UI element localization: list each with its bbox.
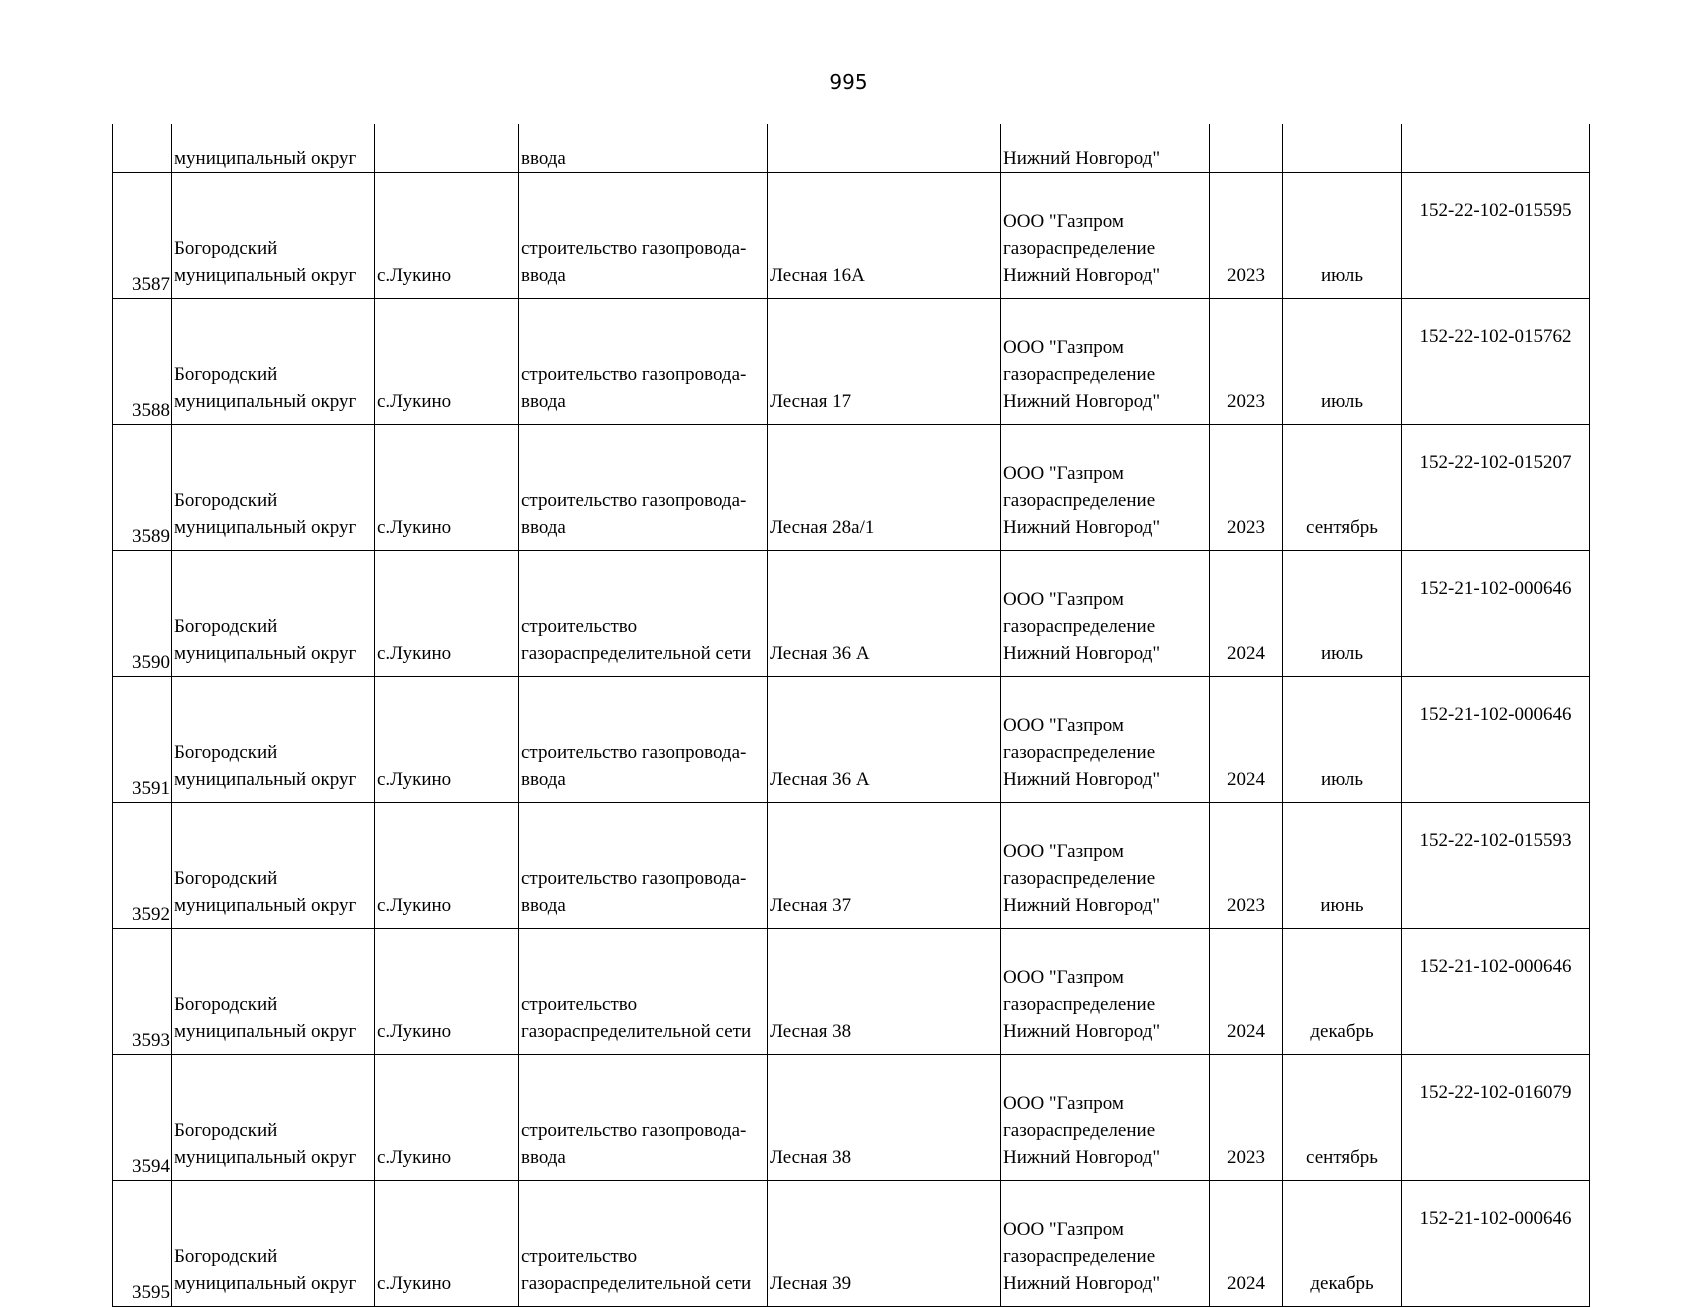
district-line: Богородский <box>174 868 278 889</box>
year-cell: 2024 <box>1210 929 1283 1055</box>
code-cell: 152-21-102-000646 <box>1402 677 1590 803</box>
company-cell <box>1001 551 1210 677</box>
month-cell: июль <box>1283 551 1402 677</box>
table-row <box>113 929 1590 1055</box>
work-type-line: строительство газопровода- <box>521 490 747 511</box>
address-cell <box>768 124 1001 173</box>
district-line: муниципальный округ <box>174 517 357 538</box>
work-type-line: строительство газопровода- <box>521 238 747 259</box>
continuation-row <box>113 124 1590 173</box>
work-type-cell <box>519 1055 768 1181</box>
company-line: газораспределение <box>1003 616 1156 637</box>
work-type-line: ввода <box>521 265 566 286</box>
row-number-cell: 3587 <box>113 173 172 299</box>
code-cell: 152-22-102-015593 <box>1402 803 1590 929</box>
district-line: Богородский <box>174 490 278 511</box>
company-line: газораспределение <box>1003 994 1156 1015</box>
address-cell: Лесная 36 А <box>768 677 1001 803</box>
company-line: Нижний Новгород" <box>1003 1147 1161 1168</box>
table-row <box>113 803 1590 929</box>
district-line: муниципальный округ <box>174 895 357 916</box>
company-line: газораспределение <box>1003 490 1156 511</box>
address-cell: Лесная 37 <box>768 803 1001 929</box>
work-type-cell <box>519 1181 768 1307</box>
code-cell <box>1402 124 1590 173</box>
year-cell: 2023 <box>1210 803 1283 929</box>
district-line: Богородский <box>174 994 278 1015</box>
work-type-line: ввода <box>521 391 566 412</box>
district-line: Богородский <box>174 616 278 637</box>
district-cell <box>172 551 375 677</box>
work-type-cell <box>519 425 768 551</box>
district-line: Богородский <box>174 238 278 259</box>
locality-cell: с.Лукино <box>375 425 519 551</box>
row-number-cell: 3589 <box>113 425 172 551</box>
company-line: газораспределение <box>1003 742 1156 763</box>
month-cell: июль <box>1283 173 1402 299</box>
locality-cell: с.Лукино <box>375 551 519 677</box>
address-cell: Лесная 28а/1 <box>768 425 1001 551</box>
work-type-line: строительство <box>521 616 638 637</box>
year-cell: 2023 <box>1210 1055 1283 1181</box>
code-cell: 152-22-102-015762 <box>1402 299 1590 425</box>
address-cell: Лесная 17 <box>768 299 1001 425</box>
company-line: Нижний Новгород" <box>1003 895 1161 916</box>
code-cell: 152-21-102-000646 <box>1402 929 1590 1055</box>
company-line: ООО "Газпром <box>1003 337 1124 358</box>
district-line: муниципальный округ <box>174 643 357 664</box>
company-line: газораспределение <box>1003 868 1156 889</box>
work-type-line: газораспределительной сети <box>521 1273 752 1294</box>
locality-cell: с.Лукино <box>375 173 519 299</box>
company-cell <box>1001 677 1210 803</box>
year-cell: 2023 <box>1210 425 1283 551</box>
row-number-cell: 3593 <box>113 929 172 1055</box>
table-row <box>113 677 1590 803</box>
work-type-line: строительство <box>521 994 638 1015</box>
district-line: Богородский <box>174 1246 278 1267</box>
table-row <box>113 173 1590 299</box>
table-row <box>113 551 1590 677</box>
district-cell <box>172 1181 375 1307</box>
table-row <box>113 425 1590 551</box>
district-cell <box>172 929 375 1055</box>
company-line: Нижний Новгород" <box>1003 265 1161 286</box>
row-number-cell: 3588 <box>113 299 172 425</box>
year-cell: 2023 <box>1210 173 1283 299</box>
work-type-line: газораспределительной сети <box>521 1021 752 1042</box>
work-type-cell <box>519 299 768 425</box>
district-line: Богородский <box>174 742 278 763</box>
company-line: ООО "Газпром <box>1003 1093 1124 1114</box>
work-type-line: газораспределительной сети <box>521 643 752 664</box>
company-line: ООО "Газпром <box>1003 715 1124 736</box>
code-cell: 152-22-102-015595 <box>1402 173 1590 299</box>
work-type-cell <box>519 173 768 299</box>
code-cell: 152-21-102-000646 <box>1402 1181 1590 1307</box>
table-row <box>113 1055 1590 1181</box>
company-line: газораспределение <box>1003 1246 1156 1267</box>
locality-cell: с.Лукино <box>375 803 519 929</box>
table-row <box>113 299 1590 425</box>
company-line: Нижний Новгород" <box>1003 1273 1161 1294</box>
row-number-cell: 3592 <box>113 803 172 929</box>
company-line: ООО "Газпром <box>1003 967 1124 988</box>
company-line: ООО "Газпром <box>1003 1219 1124 1240</box>
address-cell: Лесная 38 <box>768 929 1001 1055</box>
company-line: Нижний Новгород" <box>1003 1021 1161 1042</box>
district-cell: муниципальный округ <box>172 124 375 173</box>
company-line: газораспределение <box>1003 238 1156 259</box>
company-cell: Нижний Новгород" <box>1001 124 1210 173</box>
company-cell <box>1001 803 1210 929</box>
row-number-cell: 3595 <box>113 1181 172 1307</box>
month-cell: июль <box>1283 677 1402 803</box>
year-cell: 2023 <box>1210 299 1283 425</box>
month-cell: июнь <box>1283 803 1402 929</box>
company-cell <box>1001 425 1210 551</box>
code-cell: 152-22-102-016079 <box>1402 1055 1590 1181</box>
month-cell: декабрь <box>1283 929 1402 1055</box>
month-cell: сентябрь <box>1283 425 1402 551</box>
district-cell <box>172 1055 375 1181</box>
row-number-cell <box>113 124 172 173</box>
work-type-cell <box>519 551 768 677</box>
month-cell: декабрь <box>1283 1181 1402 1307</box>
work-type-line: ввода <box>521 769 566 790</box>
district-cell <box>172 803 375 929</box>
code-cell: 152-21-102-000646 <box>1402 551 1590 677</box>
work-type-line: ввода <box>521 1147 566 1168</box>
company-cell <box>1001 299 1210 425</box>
work-type-line: строительство газопровода- <box>521 364 747 385</box>
company-cell <box>1001 1181 1210 1307</box>
month-cell: сентябрь <box>1283 1055 1402 1181</box>
locality-cell: с.Лукино <box>375 1055 519 1181</box>
address-cell: Лесная 16А <box>768 173 1001 299</box>
district-line: муниципальный округ <box>174 265 357 286</box>
address-cell: Лесная 36 А <box>768 551 1001 677</box>
address-cell: Лесная 38 <box>768 1055 1001 1181</box>
district-cell <box>172 425 375 551</box>
locality-cell: с.Лукино <box>375 677 519 803</box>
work-type-cell <box>519 803 768 929</box>
work-type-cell <box>519 677 768 803</box>
row-number-cell: 3594 <box>113 1055 172 1181</box>
table-row <box>113 1181 1590 1307</box>
company-line: Нижний Новгород" <box>1003 517 1161 538</box>
district-line: муниципальный округ <box>174 1021 357 1042</box>
work-type-line: строительство газопровода- <box>521 1120 747 1141</box>
work-type-line: строительство газопровода- <box>521 742 747 763</box>
company-line: ООО "Газпром <box>1003 841 1124 862</box>
company-cell <box>1001 1055 1210 1181</box>
table-body <box>113 124 1590 1307</box>
company-line: ООО "Газпром <box>1003 463 1124 484</box>
district-line: муниципальный округ <box>174 391 357 412</box>
work-type-cell: ввода <box>519 124 768 173</box>
company-line: газораспределение <box>1003 364 1156 385</box>
year-cell: 2024 <box>1210 677 1283 803</box>
locality-cell: с.Лукино <box>375 929 519 1055</box>
company-line: ООО "Газпром <box>1003 211 1124 232</box>
locality-cell <box>375 124 519 173</box>
row-number-cell: 3590 <box>113 551 172 677</box>
company-line: ООО "Газпром <box>1003 589 1124 610</box>
district-line: Богородский <box>174 1120 278 1141</box>
work-type-cell <box>519 929 768 1055</box>
work-type-line: ввода <box>521 895 566 916</box>
address-cell: Лесная 39 <box>768 1181 1001 1307</box>
work-type-line: строительство газопровода- <box>521 868 747 889</box>
district-line: муниципальный округ <box>174 769 357 790</box>
year-cell: 2024 <box>1210 551 1283 677</box>
district-cell <box>172 677 375 803</box>
year-cell: 2024 <box>1210 1181 1283 1307</box>
district-line: муниципальный округ <box>174 1273 357 1294</box>
company-line: Нижний Новгород" <box>1003 643 1161 664</box>
district-cell <box>172 173 375 299</box>
work-type-line: ввода <box>521 517 566 538</box>
work-type-line: строительство <box>521 1246 638 1267</box>
code-cell: 152-22-102-015207 <box>1402 425 1590 551</box>
year-cell <box>1210 124 1283 173</box>
district-cell <box>172 299 375 425</box>
page-number: 995 <box>829 70 868 94</box>
month-cell: июль <box>1283 299 1402 425</box>
month-cell <box>1283 124 1402 173</box>
locality-cell: с.Лукино <box>375 299 519 425</box>
registry-table <box>112 124 1590 1307</box>
locality-cell: с.Лукино <box>375 1181 519 1307</box>
district-line: муниципальный округ <box>174 1147 357 1168</box>
district-line: Богородский <box>174 364 278 385</box>
row-number-cell: 3591 <box>113 677 172 803</box>
company-line: газораспределение <box>1003 1120 1156 1141</box>
company-line: Нижний Новгород" <box>1003 391 1161 412</box>
company-line: Нижний Новгород" <box>1003 769 1161 790</box>
company-cell <box>1001 929 1210 1055</box>
company-cell <box>1001 173 1210 299</box>
